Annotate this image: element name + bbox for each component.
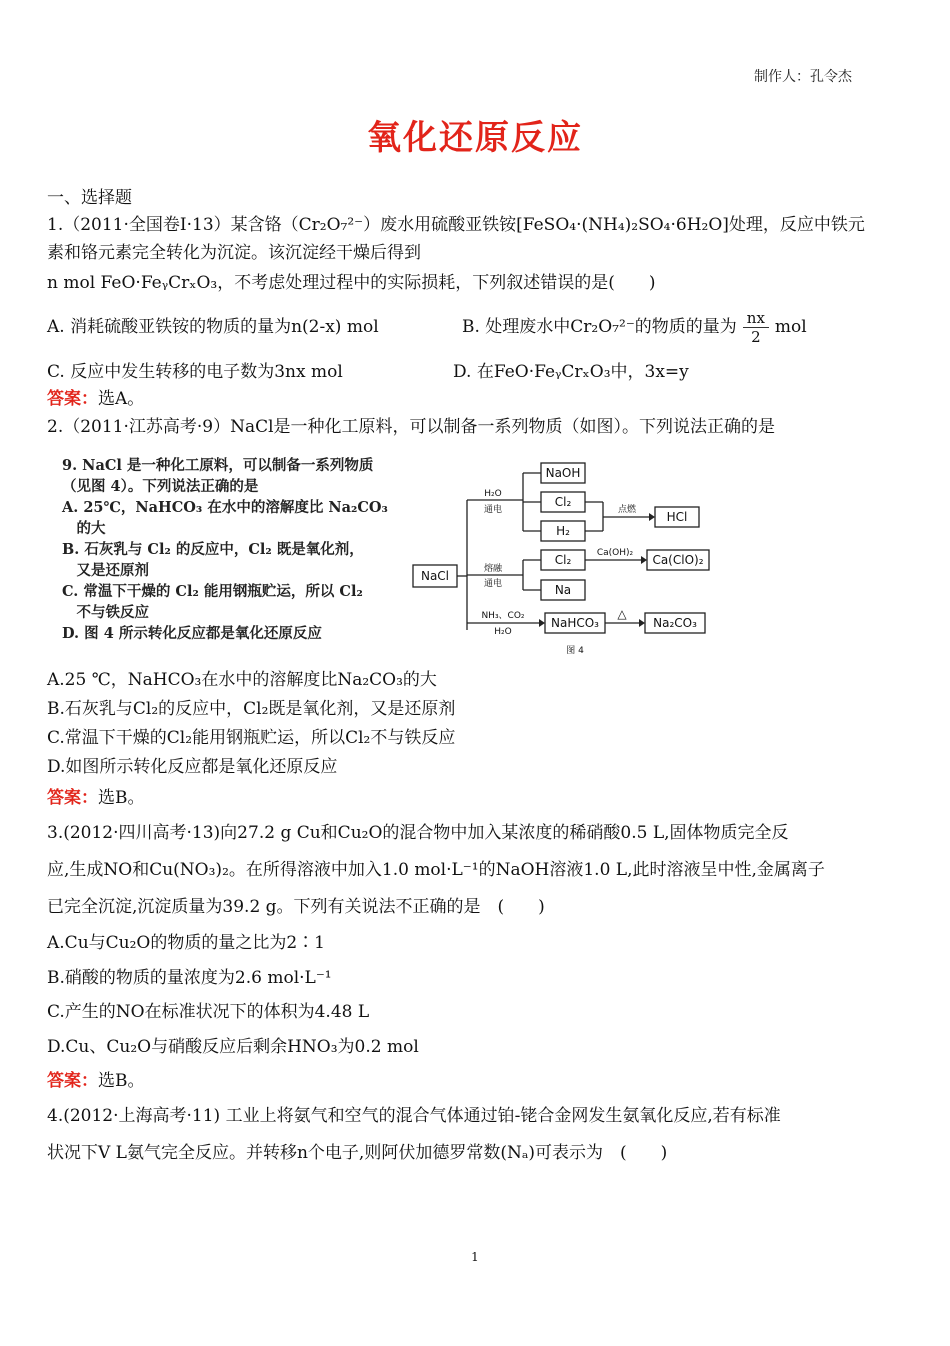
answer-label: 答案： [47,1071,98,1091]
fraction [743,309,769,346]
answer-text: 选B。 [98,1071,145,1091]
cond1-bottom: 通电 [483,505,503,515]
q2-option-a: A.25 ℃，NaHCO₃在水中的溶解度比Na₂CO₃的大 [47,670,437,690]
q3-stem-line1: 3.(2012·四川高考·13)向27.2 g Cu和Cu₂O的混合物中加入某浓度的稀硝酸0.5 L,固体物质完全反 [47,823,789,843]
author-credit: 制作人：孔令杰 [754,69,852,85]
q3-option-c: C.产生的NO在标准状况下的体积为4.48 L [47,1002,370,1022]
cond3-bottom: H₂O [494,627,512,637]
q1-stem-line1: 1.（2011·全国卷Ⅰ·13）某含铬（Cr₂O₇²⁻）废水用硫酸亚铁铵[FeSO₄·(NH₄)₂SO₄·6H₂O]处理，反应中铁元 [47,215,865,235]
q4-stem-line1: 4.(2012·上海高考·11) 工业上将氨气和空气的混合气体通过铂-铑合金网发生氨氧化反应,若有标准 [47,1106,781,1126]
scan-line: 的大 [62,520,106,537]
q3-option-a: A.Cu与Cu₂O的物质的量之比为2∶1 [47,933,325,953]
q1-stem-line2: 素和铬元素完全转化为沉淀。该沉淀经干燥后得到 [47,243,421,263]
q1-option-a: A. 消耗硫酸亚铁铵的物质的量为n(2-x) mol [47,317,379,337]
q3-stem-line3: 已完全沉淀,沉淀质量为39.2 g。下列有关说法不正确的是 ( ) [47,897,545,917]
figure-caption: 图 4 [566,646,584,656]
scan-line: B. 石灰乳与 Cl₂ 的反应中，Cl₂ 既是氧化剂， [62,541,364,558]
q3-option-d: D.Cu、Cu₂O与硝酸反应后剩余HNO₃为0.2 mol [47,1037,419,1057]
q2-stem-line1: 2.（2011·江苏高考·9）NaCl是一种化工原料，可以制备一系列物质（如图）。下列说法正确的是 [47,417,776,437]
scan-line: 不与铁反应 [62,604,149,621]
q1-option-b [462,303,807,351]
cond3-top: NH₃、CO₂ [481,611,525,621]
page-number: 1 [471,1250,479,1264]
q2-option-b: B.石灰乳与Cl₂的反应中，Cl₂既是氧化剂，又是还原剂 [47,699,456,719]
nacl-reaction-diagram [405,455,725,660]
q1-option-d: D. 在FeO·FeᵧCrₓO₃中，3x=y [453,362,689,382]
q2-option-c: C.常温下干燥的Cl₂能用钢瓶贮运，所以Cl₂不与铁反应 [47,728,456,748]
scanned-question-text [62,455,388,644]
label-hcl: HCl [666,510,688,524]
scan-line: A. 25℃，NaHCO₃ 在水中的溶解度比 Na₂CO₃ [62,499,388,516]
label-cl2-b: Cl₂ [554,553,572,567]
cond1-top: H₂O [484,489,502,499]
label-caoh2: Ca(OH)₂ [596,548,634,558]
q1-option-b-unit: mol [774,317,807,337]
scan-line: C. 常温下干燥的 Cl₂ 能用钢瓶贮运，所以 Cl₂ [62,583,363,600]
page-title: 氧化还原反应 [367,118,583,158]
fraction-denominator: 2 [743,327,769,346]
answer-label: 答案： [47,788,98,808]
section-heading: 一、选择题 [47,188,132,208]
q2-answer [47,786,145,810]
scan-line: D. 图 4 所示转化反应都是氧化还原反应 [62,625,322,642]
label-ignite: 点燃 [617,505,637,515]
scan-line: 又是还原剂 [62,562,149,579]
answer-label: 答案： [47,389,98,409]
q2-option-d: D.如图所示转化反应都是氧化还原反应 [47,757,338,777]
label-delta: △ [617,607,627,621]
label-na: Na [554,583,572,597]
q1-answer [47,387,144,411]
label-nahco3: NaHCO₃ [551,616,599,630]
answer-text: 选A。 [98,389,145,409]
q3-option-b: B.硝酸的物质的量浓度为2.6 mol·L⁻¹ [47,968,332,988]
q3-answer [47,1069,145,1093]
cond2-bottom: 通电 [483,579,503,589]
q1-option-b-text: B. 处理废水中Cr₂O₇²⁻的物质的量为 [462,317,737,337]
scan-line: 9. NaCl 是一种化工原料，可以制备一系列物质 [62,457,374,474]
label-caclo2: Ca(ClO)₂ [652,553,704,567]
q4-stem-line2: 状况下V L氨气完全反应。并转移n个电子,则阿伏加德罗常数(Nₐ)可表示为 ( ) [47,1143,668,1163]
label-na2co3: Na₂CO₃ [653,616,697,630]
label-cl2-a: Cl₂ [554,495,572,509]
q1-stem-line3: n mol FeO·FeᵧCrₓO₃，不考虑处理过程中的实际损耗，下列叙述错误的是( ) [47,273,656,293]
label-h2: H₂ [556,524,570,538]
label-nacl: NaCl [420,569,450,583]
q3-stem-line2: 应,生成NO和Cu(NO₃)₂。在所得溶液中加入1.0 mol·L⁻¹的NaOH溶液1.0 L,此时溶液呈中性,金属离子 [47,860,825,880]
q1-option-c: C. 反应中发生转移的电子数为3nx mol [47,362,343,382]
scan-line: （见图 4）。下列说法正确的是 [62,478,259,495]
fraction-numerator: nx [746,309,765,327]
answer-text: 选B。 [98,788,145,808]
label-naoh: NaOH [545,466,581,480]
cond2-top: 熔融 [483,564,503,574]
